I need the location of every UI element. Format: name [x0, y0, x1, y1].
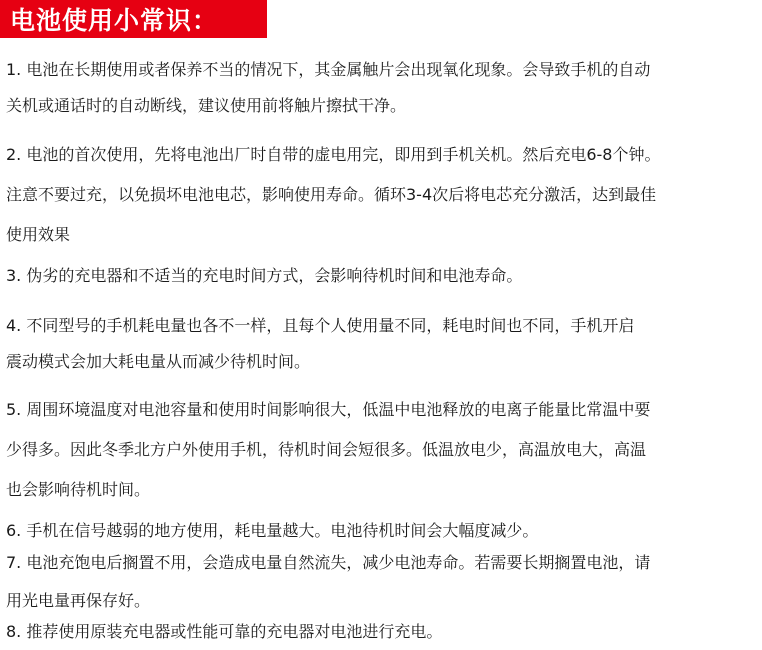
tip-text-line: 注意不要过充，以免损坏电池电芯，影响使用寿命。循环3-4次后将电芯充分激活，达到最佳	[6, 185, 657, 204]
tip-item-7	[6, 544, 758, 620]
page-title: 电池使用小常识：	[10, 6, 219, 35]
title-banner	[0, 0, 267, 38]
tip-item-1	[6, 52, 758, 124]
tip-text-line: 用光电量再保存好。	[6, 591, 151, 610]
tip-text-line: 也会影响待机时间。	[6, 480, 151, 499]
tip-text-line: 6. 手机在信号越弱的地方使用，耗电量越大。电池待机时间会大幅度减少。	[6, 521, 539, 540]
tip-text-line: 使用效果	[6, 225, 71, 244]
tip-text-line: 5. 周围环境温度对电池容量和使用时间影响很大，低温中电池释放的电离子能量比常温中要	[6, 400, 651, 419]
tip-item-8	[6, 614, 758, 650]
tip-item-4	[6, 308, 758, 380]
tip-text-line: 少得多。因此冬季北方户外使用手机，待机时间会短很多。低温放电少，高温放电大，高温	[6, 440, 647, 459]
tip-item-3	[6, 258, 758, 294]
tip-text-line: 4. 不同型号的手机耗电量也各不一样，且每个人使用量不同，耗电时间也不同，手机开启	[6, 316, 635, 335]
tip-text-line: 8. 推荐使用原装充电器或性能可靠的充电器对电池进行充电。	[6, 622, 443, 641]
tip-text-line: 7. 电池充饱电后搁置不用，会造成电量自然流失，减少电池寿命。若需要长期搁置电池，请	[6, 553, 651, 572]
tip-text-line: 1. 电池在长期使用或者保养不当的情况下，其金属触片会出现氧化现象。会导致手机的自动	[6, 60, 651, 79]
tip-text-line: 3. 伪劣的充电器和不适当的充电时间方式，会影响待机时间和电池寿命。	[6, 266, 523, 285]
tip-item-2	[6, 135, 758, 255]
tip-text-line: 2. 电池的首次使用，先将电池出厂时自带的虚电用完，即用到手机关机。然后充电6-8个钟。	[6, 145, 661, 164]
tip-text-line: 关机或通话时的自动断线，建议使用前将触片擦拭干净。	[6, 96, 407, 115]
tip-text-line: 震动模式会加大耗电量从而减少待机时间。	[6, 352, 311, 371]
tip-item-5	[6, 390, 758, 510]
